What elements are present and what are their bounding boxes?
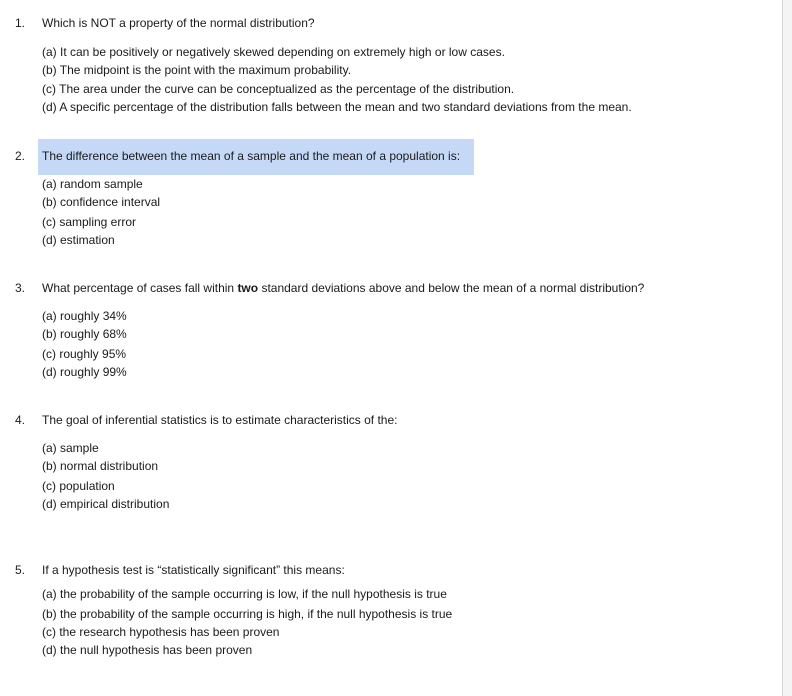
answer-option-b[interactable]: (b) confidence interval <box>42 195 161 209</box>
question-number: 2. <box>15 149 26 163</box>
answer-option-b[interactable]: (b) The midpoint is the point with the maximum probability. <box>42 63 352 77</box>
answer-option-b[interactable]: (b) normal distribution <box>42 459 159 473</box>
answer-option-c[interactable]: (c) sampling error <box>42 215 137 229</box>
answer-option-a[interactable]: (a) roughly 34% <box>42 309 127 323</box>
question-number: 3. <box>15 281 26 295</box>
answer-option-d[interactable]: (d) A specific percentage of the distribution falls between the mean and two standard deviations from the mean. <box>42 100 632 114</box>
window-gutter <box>783 0 792 696</box>
answer-option-b[interactable]: (b) the probability of the sample occurring is high, if the null hypothesis is true <box>42 607 453 621</box>
question-text-start: What percentage of cases fall within <box>42 281 238 295</box>
answer-option-a[interactable]: (a) sample <box>42 441 99 455</box>
question-text[interactable]: The goal of inferential statistics is to estimate characteristics of the: <box>42 413 398 427</box>
answer-option-b[interactable]: (b) roughly 68% <box>42 327 127 341</box>
answer-option-c[interactable]: (c) roughly 95% <box>42 347 127 361</box>
question-text-end: standard deviations above and below the mean of a normal distribution? <box>258 281 645 295</box>
answer-option-a[interactable]: (a) It can be positively or negatively skewed depending on extremely high or low cases. <box>42 45 505 59</box>
question-number: 4. <box>15 413 26 427</box>
answer-option-d[interactable]: (d) the null hypothesis has been proven <box>42 643 253 657</box>
question-text[interactable]: If a hypothesis test is “statistically significant” this means: <box>42 563 345 577</box>
answer-option-a[interactable]: (a) random sample <box>42 177 143 191</box>
question-text[interactable]: The difference between the mean of a sample and the mean of a population is: <box>42 149 461 163</box>
question-text[interactable]: Which is NOT a property of the normal distribution? <box>42 16 315 30</box>
answer-option-d[interactable]: (d) empirical distribution <box>42 497 170 511</box>
answer-option-d[interactable]: (d) estimation <box>42 233 115 247</box>
answer-option-c[interactable]: (c) The area under the curve can be conceptualized as the percentage of the distribution. <box>42 82 515 96</box>
answer-option-c[interactable]: (c) population <box>42 479 115 493</box>
question-text[interactable] <box>42 281 644 295</box>
answer-option-a[interactable]: (a) the probability of the sample occurring is low, if the null hypothesis is true <box>42 587 447 601</box>
question-text-emphasis: two <box>237 281 259 295</box>
question-number: 5. <box>15 563 26 577</box>
question-number: 1. <box>15 16 26 30</box>
answer-option-c[interactable]: (c) the research hypothesis has been proven <box>42 625 280 639</box>
answer-option-d[interactable]: (d) roughly 99% <box>42 365 127 379</box>
